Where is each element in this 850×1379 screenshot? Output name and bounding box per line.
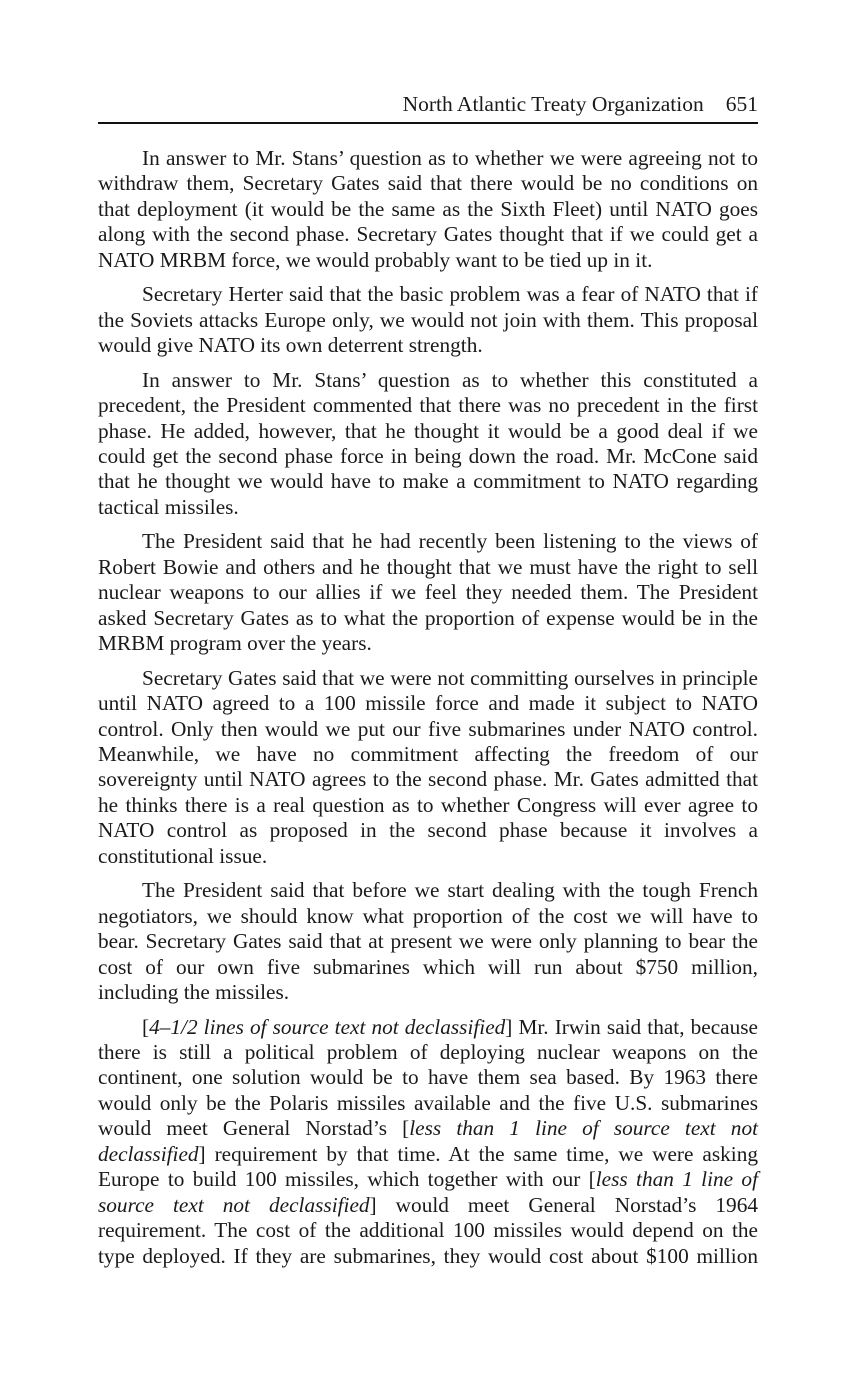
paragraph-2: Secretary Herter said that the basic problem was a fear of NATO that if the Soviets attacks Europe only, we would not join with them. This proposal would give NATO its own deterrent strength. [98,282,758,358]
bracket-close: ] [369,1192,377,1217]
running-header [98,92,758,124]
bracket-close: ] [198,1141,206,1166]
redaction-note: less than 1 line of source text not declassified [98,1167,758,1217]
paragraph-3: In answer to Mr. Stans’ question as to whether this constituted a precedent, the President commented that there was no precedent in the first phase. He added, however, that he thought it would be a good deal if we could get the second phase force in being down the road. Mr. McCone said that he thought we would have to make a commitment to NATO regarding tactical missiles. [98,367,758,519]
page-number: 651 [725,92,758,116]
paragraph-7-text-3: would meet General Norstad’s 1964 requirement. The cost of the additional 100 missiles would depend on the type deployed. If they are submarines, they would cost about $100 million [98,1192,758,1268]
paragraph-1: In answer to Mr. Stans’ question as to whether we were agreeing not to withdraw them, Secretary Gates said that there would be no conditions on that deployment (it would be the same as the Sixth Fleet) until NATO goes along with the second phase. Secretary Gates thought that if we could get a NATO MRBM force, we would probably want to be tied up in it. [98,146,758,272]
document-body [98,146,758,1278]
paragraph-6: The President said that before we start dealing with the tough French negotiators, we should know what proportion of the cost we will have to bear. Secretary Gates said that at present we were only planning to bear the cost of our own five submarines which will run about $750 million, including the missiles. [98,878,758,1005]
paragraph-5: Secretary Gates said that we were not committing ourselves in principle until NATO agreed to a 100 missile force and made it subject to NATO control. Only then would we put our five submarines under NATO control. Meanwhile, we have no commitment affecting the freedom of our sovereignty until NATO agrees to the second phase. Mr. Gates admitted that he thinks there is a real question as to whether Congress will ever agree to NATO control as proposed in the second phase because it involves a constitutional issue. [98,665,758,868]
paragraph-7-text-1: Mr. Irwin said that, because there is still a political problem of deploying nuclear weapons on the continent, one solution would be to have them sea based. By 1963 there would only be the Polaris missiles available and the five U.S. submarines would meet General Norstad’s [98,1014,759,1141]
bracket-close: ] [505,1014,513,1039]
bracket-open: [ [402,1116,410,1141]
paragraph-4: The President said that he had recently been listening to the views of Robert Bowie and others and he thought that we must have the right to sell nuclear weapons to our allies if we feel they needed them. The President asked Secretary Gates as to what the proportion of expense would be in the MRBM program over the years. [98,529,758,656]
running-header-title: North Atlantic Treaty Organization [402,92,704,116]
redaction-note: 4–1/2 lines of source text not declassified [149,1014,506,1039]
bracket-open: [ [588,1167,596,1192]
paragraph-7-text-2: requirement by that time. At the same time, we were asking Europe to build 100 missiles, which together with our [98,1141,758,1192]
bracket-open: [ [142,1014,150,1039]
redaction-note: less than 1 line of source text not declassified [98,1116,759,1166]
paragraph-7 [98,1015,758,1270]
